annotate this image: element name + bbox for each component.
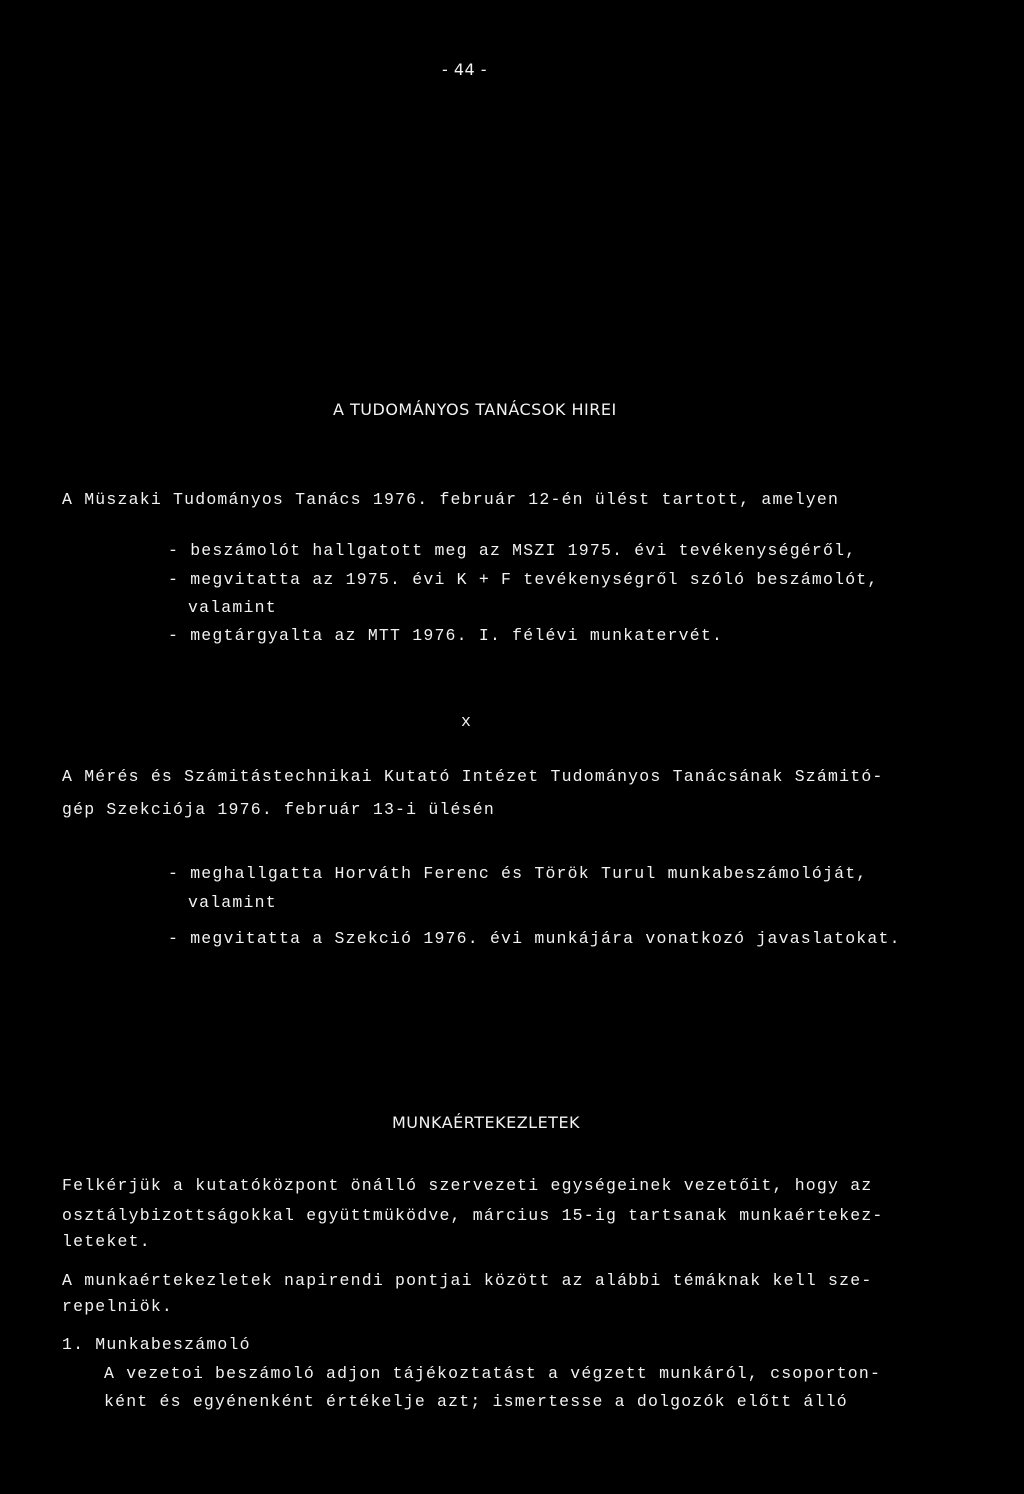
separator-mark: x bbox=[461, 712, 473, 731]
msztt-item-valamint: valamint bbox=[188, 598, 277, 617]
meetings-para-1-line-1: Felkérjük a kutatóközpont önálló szervezeti egységeinek vezetőit, hogy az bbox=[62, 1176, 873, 1195]
sztaki-intro-line-2: gép Szekciója 1976. február 13-i ülésén bbox=[62, 800, 495, 819]
meetings-item-1-title: 1. Munkabeszámoló bbox=[62, 1335, 251, 1354]
meetings-para-1-line-2: osztálybizottságokkal együttmüködve, március 15-ig tartsanak munkaértekez- bbox=[62, 1206, 884, 1225]
meetings-para-2-line-2: repelniök. bbox=[62, 1297, 174, 1316]
sztaki-item-valamint: valamint bbox=[188, 893, 277, 912]
meetings-para-2-line-1: A munkaértekezletek napirendi pontjai között az alábbi témáknak kell sze- bbox=[62, 1271, 873, 1290]
msztt-item-1: - beszámolót hallgatott meg az MSZI 1975. évi tevékenységéről, bbox=[168, 541, 857, 560]
msztt-item-2: - megvitatta az 1975. évi K + F tevékenységről szóló beszámolót, bbox=[168, 570, 879, 589]
sztaki-intro-line-1: A Mérés és Számitástechnikai Kutató Intézet Tudományos Tanácsának Számitó- bbox=[62, 767, 884, 786]
section-heading-councils: A TUDOMÁNYOS TANÁCSOK HIREI bbox=[333, 400, 617, 419]
page-number: - 44 - bbox=[442, 60, 488, 79]
meetings-item-1-line-1: A vezetoi beszámoló adjon tájékoztatást a végzett munkáról, csoporton- bbox=[104, 1364, 882, 1383]
meetings-para-1-line-3: leteket. bbox=[62, 1232, 151, 1251]
msztt-item-3: - megtárgyalta az MTT 1976. I. félévi munkatervét. bbox=[168, 626, 724, 645]
sztaki-item-2: - megvitatta a Szekció 1976. évi munkájára vonatkozó javaslatokat. bbox=[168, 929, 901, 948]
meetings-item-1-line-2: ként és egyénenként értékelje azt; ismertesse a dolgozók előtt álló bbox=[104, 1392, 848, 1411]
section-heading-meetings: MUNKAÉRTEKEZLETEK bbox=[392, 1113, 581, 1132]
sztaki-item-1: - meghallgatta Horváth Ferenc és Török Turul munkabeszámolóját, bbox=[168, 864, 868, 883]
msztt-intro: A Müszaki Tudományos Tanács 1976. február 12-én ülést tartott, amelyen bbox=[62, 490, 840, 509]
